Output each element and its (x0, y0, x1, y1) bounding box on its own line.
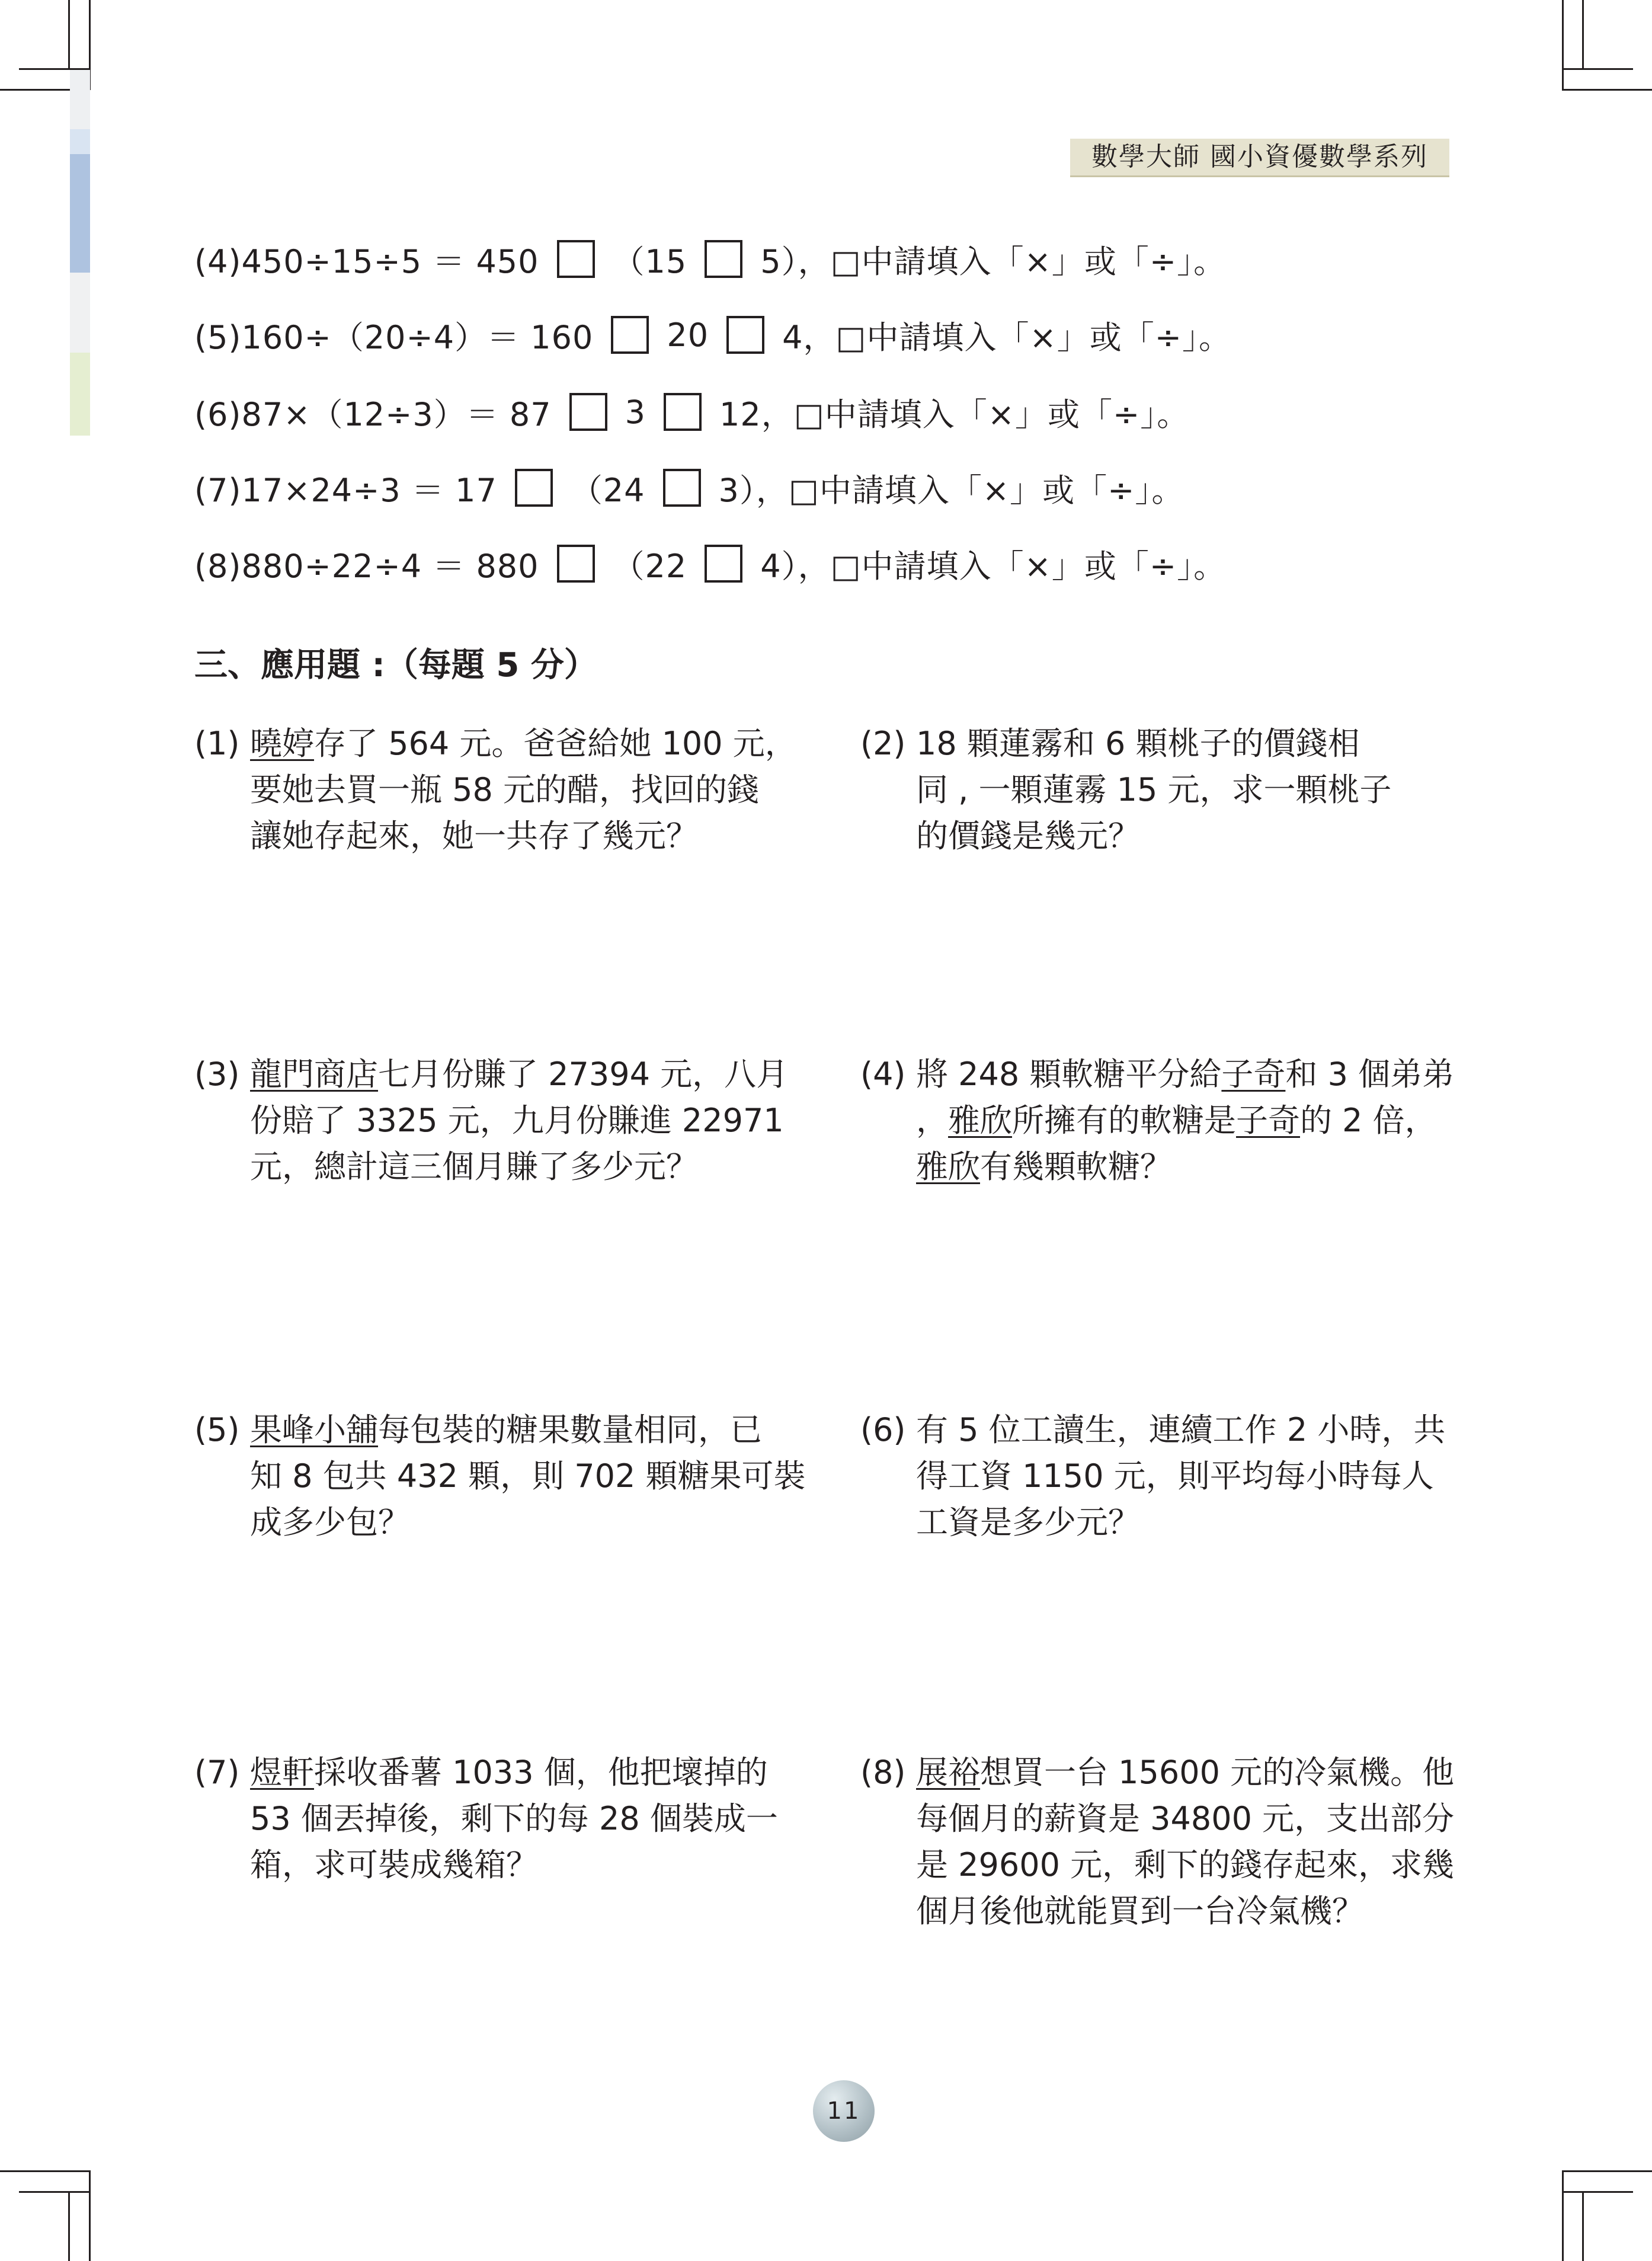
word-problem (860, 1051, 1488, 1190)
equation-mid: （22 (612, 547, 687, 585)
answer-box[interactable] (557, 545, 595, 583)
problem-text: 有幾顆軟糖？ (980, 1148, 1172, 1185)
answer-box[interactable] (569, 393, 607, 431)
person-name: 煜軒 (250, 1754, 314, 1791)
equation-lead: (8)880÷22÷4 ＝ 880 (194, 547, 539, 585)
problem-text: 有 5 位工讀生，連續工作 2 小時，共 (916, 1411, 1446, 1448)
problem-text: 採收番薯 1033 個，他把壞掉的 (314, 1754, 768, 1791)
word-problem (860, 1750, 1488, 1934)
problem-text: 每包裝的糖果數量相同，已 (378, 1411, 762, 1448)
equation-tail: 4），□中請填入「×」或「÷」。 (760, 547, 1227, 585)
store-name: 果峰小舖 (250, 1411, 378, 1448)
side-strip-blue (70, 154, 90, 273)
word-problem (194, 1407, 822, 1546)
crop-mark-bottom-left-h2 (19, 2191, 90, 2193)
problem-text: 知 8 包共 432 顆，則 702 顆糖果可裝 (250, 1457, 806, 1495)
problem-text: 和 3 個弟弟 (1285, 1056, 1455, 1093)
series-header: 數學大師 國小資優數學系列 (1070, 139, 1449, 177)
problem-text: 存了 564 元。爸爸給她 100 元， (314, 725, 797, 762)
answer-box[interactable] (664, 393, 702, 431)
crop-mark-top-right-v (1562, 0, 1564, 90)
problem-text: 53 個丟掉後，剩下的每 28 個裝成一 (250, 1800, 778, 1837)
word-problem (860, 721, 1488, 859)
problem-text: 份賠了 3325 元，九月份賺進 22971 (250, 1102, 784, 1139)
person-name: 子奇 (1236, 1102, 1300, 1139)
problem-text: 所擁有的軟糖是 (1012, 1102, 1236, 1139)
equation-row (194, 461, 1184, 514)
answer-box[interactable] (705, 545, 742, 583)
equation-tail: 3），□中請填入「×」或「÷」。 (718, 471, 1184, 509)
equation-mid: （15 (612, 242, 687, 280)
person-name: 子奇 (1221, 1056, 1286, 1093)
side-strip-light-blue (70, 129, 90, 154)
problem-text: 七月份賺了 27394 元，八月 (378, 1056, 789, 1093)
problem-number: (8) (860, 1754, 906, 1791)
problem-text: 每個月的薪資是 34800 元，支出部分 (916, 1800, 1455, 1837)
problem-text: 將 248 顆軟糖平分給 (916, 1056, 1222, 1093)
crop-mark-bottom-right-v2 (1582, 2191, 1584, 2261)
equation-mid: 3 (625, 393, 646, 431)
problem-text: 讓她存起來，她一共存了幾元？ (250, 817, 698, 855)
word-problem (194, 721, 822, 859)
side-strip-green (70, 353, 90, 436)
answer-box[interactable] (557, 240, 595, 278)
word-problem (194, 1051, 822, 1190)
problem-text: 得工資 1150 元，則平均每小時每人 (916, 1457, 1434, 1495)
equation-row (194, 537, 1226, 590)
problem-number: (3) (194, 1056, 240, 1093)
equation-row (194, 308, 1231, 362)
problem-number: (7) (194, 1754, 240, 1791)
equation-lead: (4)450÷15÷5 ＝ 450 (194, 242, 539, 280)
equation-row (194, 232, 1226, 286)
word-problem (860, 1407, 1488, 1546)
problem-number: (5) (194, 1411, 240, 1448)
section-title: 三、應用題 :（每題 5 分） (194, 646, 597, 685)
page-number-badge: 11 (813, 2080, 875, 2142)
problem-number: (4) (860, 1056, 906, 1093)
equation-lead: (6)87×（12÷3）＝ 87 (194, 395, 552, 433)
answer-box[interactable] (726, 316, 764, 354)
answer-box[interactable] (705, 240, 742, 278)
crop-mark-top-right-h2 (1562, 68, 1633, 70)
problem-number: (1) (194, 725, 240, 762)
problem-text: 是 29600 元，剩下的錢存起來，求幾 (916, 1846, 1455, 1883)
problem-text: 元，總計這三個月賺了多少元？ (250, 1148, 698, 1185)
problem-text: 成多少包？ (250, 1504, 410, 1541)
equation-tail: 5），□中請填入「×」或「÷」。 (760, 242, 1227, 280)
equation-mid: 20 (667, 316, 709, 354)
crop-mark-bottom-right-h2 (1562, 2191, 1633, 2193)
crop-mark-bottom-left-v (89, 2170, 91, 2261)
problem-text: 箱，求可裝成幾箱？ (250, 1846, 538, 1883)
equation-mid: （24 (570, 471, 645, 509)
answer-box[interactable] (515, 469, 553, 507)
problem-number: (2) (860, 725, 906, 762)
problem-text: 的價錢是幾元？ (916, 817, 1140, 855)
side-strip-gray-lower (70, 273, 90, 353)
problem-text: 工資是多少元？ (916, 1504, 1140, 1541)
crop-mark-bottom-right-h (1562, 2170, 1652, 2172)
problem-text: 想買一台 15600 元的冷氣機。他 (980, 1754, 1455, 1791)
crop-mark-top-right-h (1562, 89, 1652, 91)
crop-mark-top-left-v2 (68, 0, 70, 70)
equation-row (194, 385, 1189, 439)
problem-text: 同 , 一顆蓮霧 15 元，求一顆桃子 (916, 771, 1392, 808)
equation-lead: (7)17×24÷3 ＝ 17 (194, 471, 497, 509)
side-strip-gray (70, 70, 90, 129)
person-name: 曉婷 (250, 725, 314, 762)
answer-box[interactable] (663, 469, 701, 507)
equation-tail: 4，□中請填入「×」或「÷」。 (782, 318, 1231, 356)
problem-text: 18 顆蓮霧和 6 顆桃子的價錢相 (916, 725, 1360, 762)
word-problem (194, 1750, 822, 1888)
person-name: 雅欣 (916, 1148, 980, 1185)
problem-number: (6) (860, 1411, 906, 1448)
crop-mark-bottom-left-h (0, 2170, 90, 2172)
person-name: 雅欣 (948, 1102, 1012, 1139)
problem-text: 要她去買一瓶 58 元的醋，找回的錢 (250, 771, 760, 808)
problem-text: 個月後他就能買到一台冷氣機？ (916, 1892, 1364, 1930)
equation-tail: 12，□中請填入「×」或「÷」。 (719, 395, 1190, 433)
crop-mark-top-right-v2 (1582, 0, 1584, 70)
problem-text: ， (916, 1102, 948, 1139)
answer-box[interactable] (611, 316, 649, 354)
crop-mark-bottom-right-v (1562, 2170, 1564, 2261)
equation-lead: (5)160÷（20÷4）＝ 160 (194, 318, 594, 356)
crop-mark-bottom-left-v2 (68, 2191, 70, 2261)
person-name: 展裕 (916, 1754, 980, 1791)
problem-text: 的 2 倍， (1300, 1102, 1437, 1139)
store-name: 龍門商店 (250, 1056, 378, 1093)
